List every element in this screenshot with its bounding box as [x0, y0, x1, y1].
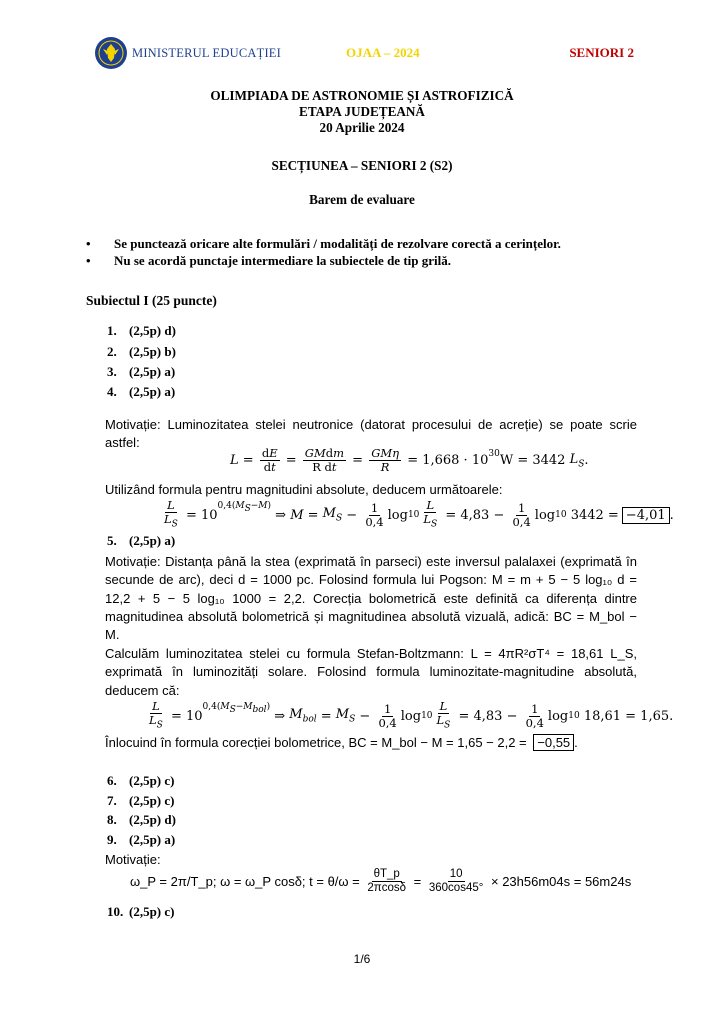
- section-tag: SENIORI 2: [569, 45, 634, 60]
- answer-item: 3. (2,5p) a): [107, 364, 176, 379]
- coat-of-arms-logo: [94, 36, 128, 70]
- subject-heading: Subiectul I (25 puncte): [86, 293, 217, 308]
- answer-item: 4. (2,5p) a): [107, 384, 176, 399]
- q5-paragraph-1: Motivație: Distanța până la stea (exprimată în parseci) este inversul palalaxei (exprimată în secunde de arc), deci d = 1000 pc. Folosind formula lui Pogson: M = m + 5 − 5 log₁₀ d = 12,2 + 5 − 5 log₁₀ 1000 = 2,2. Corecția bolometrică este definită ca diferența dintre magnitudinea absolută bolometrică și magnitudinea absolută vizuală, adică: BC = M_bol − M.: [105, 554, 637, 643]
- stage-title: ETAPA JUDEȚEANĂ: [299, 104, 425, 119]
- q5-paragraph-2: Calculăm luminozitatea stelei cu formula Stefan-Boltzmann: L = 4πR²σT⁴ = 18,61 L_S, exprimată în luminozități solare. Folosind formula luminozitate-magnitudine absolută, deducem că:: [105, 646, 637, 698]
- answer-item: 5. (2,5p) a): [107, 533, 176, 548]
- answer-item: 10. (2,5p) c): [107, 904, 175, 919]
- q4-result-box: −4,01: [622, 507, 670, 524]
- q5-magnitude-equation: $\frac{L}{L_S}$ = 10 $^{0,4(M_S -M_{bol} )}$ ⇒ $M_{bol}$ = $M_S$ − $\frac{1}{0,4}$ log 10 $\frac{L}{L_S}$ = 4,83 − $\frac{1}{0,4}$ log 10 18,61 = 1,65.: [149, 699, 674, 731]
- answer-item: 9. (2,5p) a): [107, 832, 176, 847]
- page-header: [94, 36, 634, 72]
- answer-item: 1. (2,5p) d): [107, 323, 176, 338]
- contest-label: OJAA – 2024: [346, 45, 420, 60]
- page-number: 1/6: [353, 952, 371, 966]
- barem-title: Barem de evaluare: [309, 192, 415, 207]
- q4-luminosity-equation: L = $\frac{dE}{dt}$ = $\frac{\text{GMdm}}{\text{R dt}}$ = $\frac{\text{GMη}}{R}$ = 1,668 · 10 $^{30}$ W = 3442 $L_S$ .: [230, 446, 589, 474]
- q9-motivation: Motivație:: [105, 852, 161, 867]
- answer-item: 8. (2,5p) d): [107, 812, 176, 827]
- q5-result-box: −0,55: [533, 734, 574, 751]
- q4-motivation: Motivație: Luminozitatea stelei neutronice (datorat procesului de acreție) se poate scrie astfel:: [105, 417, 637, 451]
- ministry-name: MINISTERUL EDUCAȚIEI: [132, 46, 282, 60]
- rule-bullet: • Se punctează oricare alte formulări / modalități de rezolvare corectă a cerințelor.: [86, 236, 561, 251]
- date-title: 20 Aprilie 2024: [319, 120, 405, 135]
- answer-item: 6. (2,5p) c): [107, 773, 175, 788]
- rule-bullet: • Nu se acordă punctaje intermediare la subiectele de tip grilă.: [86, 253, 451, 268]
- olympiad-title: OLIMPIADA DE ASTRONOMIE ȘI ASTROFIZICĂ: [210, 88, 514, 103]
- q5-paragraph-3: Înlocuind în formula corecției bolometrice, BC = M_bol − M = 1,65 − 2,2 = −0,55 .: [105, 735, 578, 750]
- q9-equation: ω_P = 2π/T_p; ω = ω_P cosδ; t = θ/ω = $\frac{\theta T\_p}{2\pi\cos\delta}$ = $\frac{10}{360\cos 45^\circ}$ × 23h56m04s = 56m24s: [130, 868, 632, 894]
- answer-item: 2. (2,5p) b): [107, 344, 176, 359]
- q4-text: Utilizând formula pentru magnitudini absolute, deducem următoarele:: [105, 482, 503, 497]
- answer-item: 7. (2,5p) c): [107, 793, 175, 808]
- q4-magnitude-equation: $\frac{L}{L_S}$ = 10 $^{0,4(M_S -M )}$ ⇒ M = $M_S$ − $\frac{1}{0,4}$ log 10 $\frac{L}{L_S}$ = 4,83 − $\frac{1}{0,4}$ log 10 3442 = −4,01 .: [164, 498, 674, 530]
- section-title: SECȚIUNEA – SENIORI 2 (S2): [271, 158, 453, 173]
